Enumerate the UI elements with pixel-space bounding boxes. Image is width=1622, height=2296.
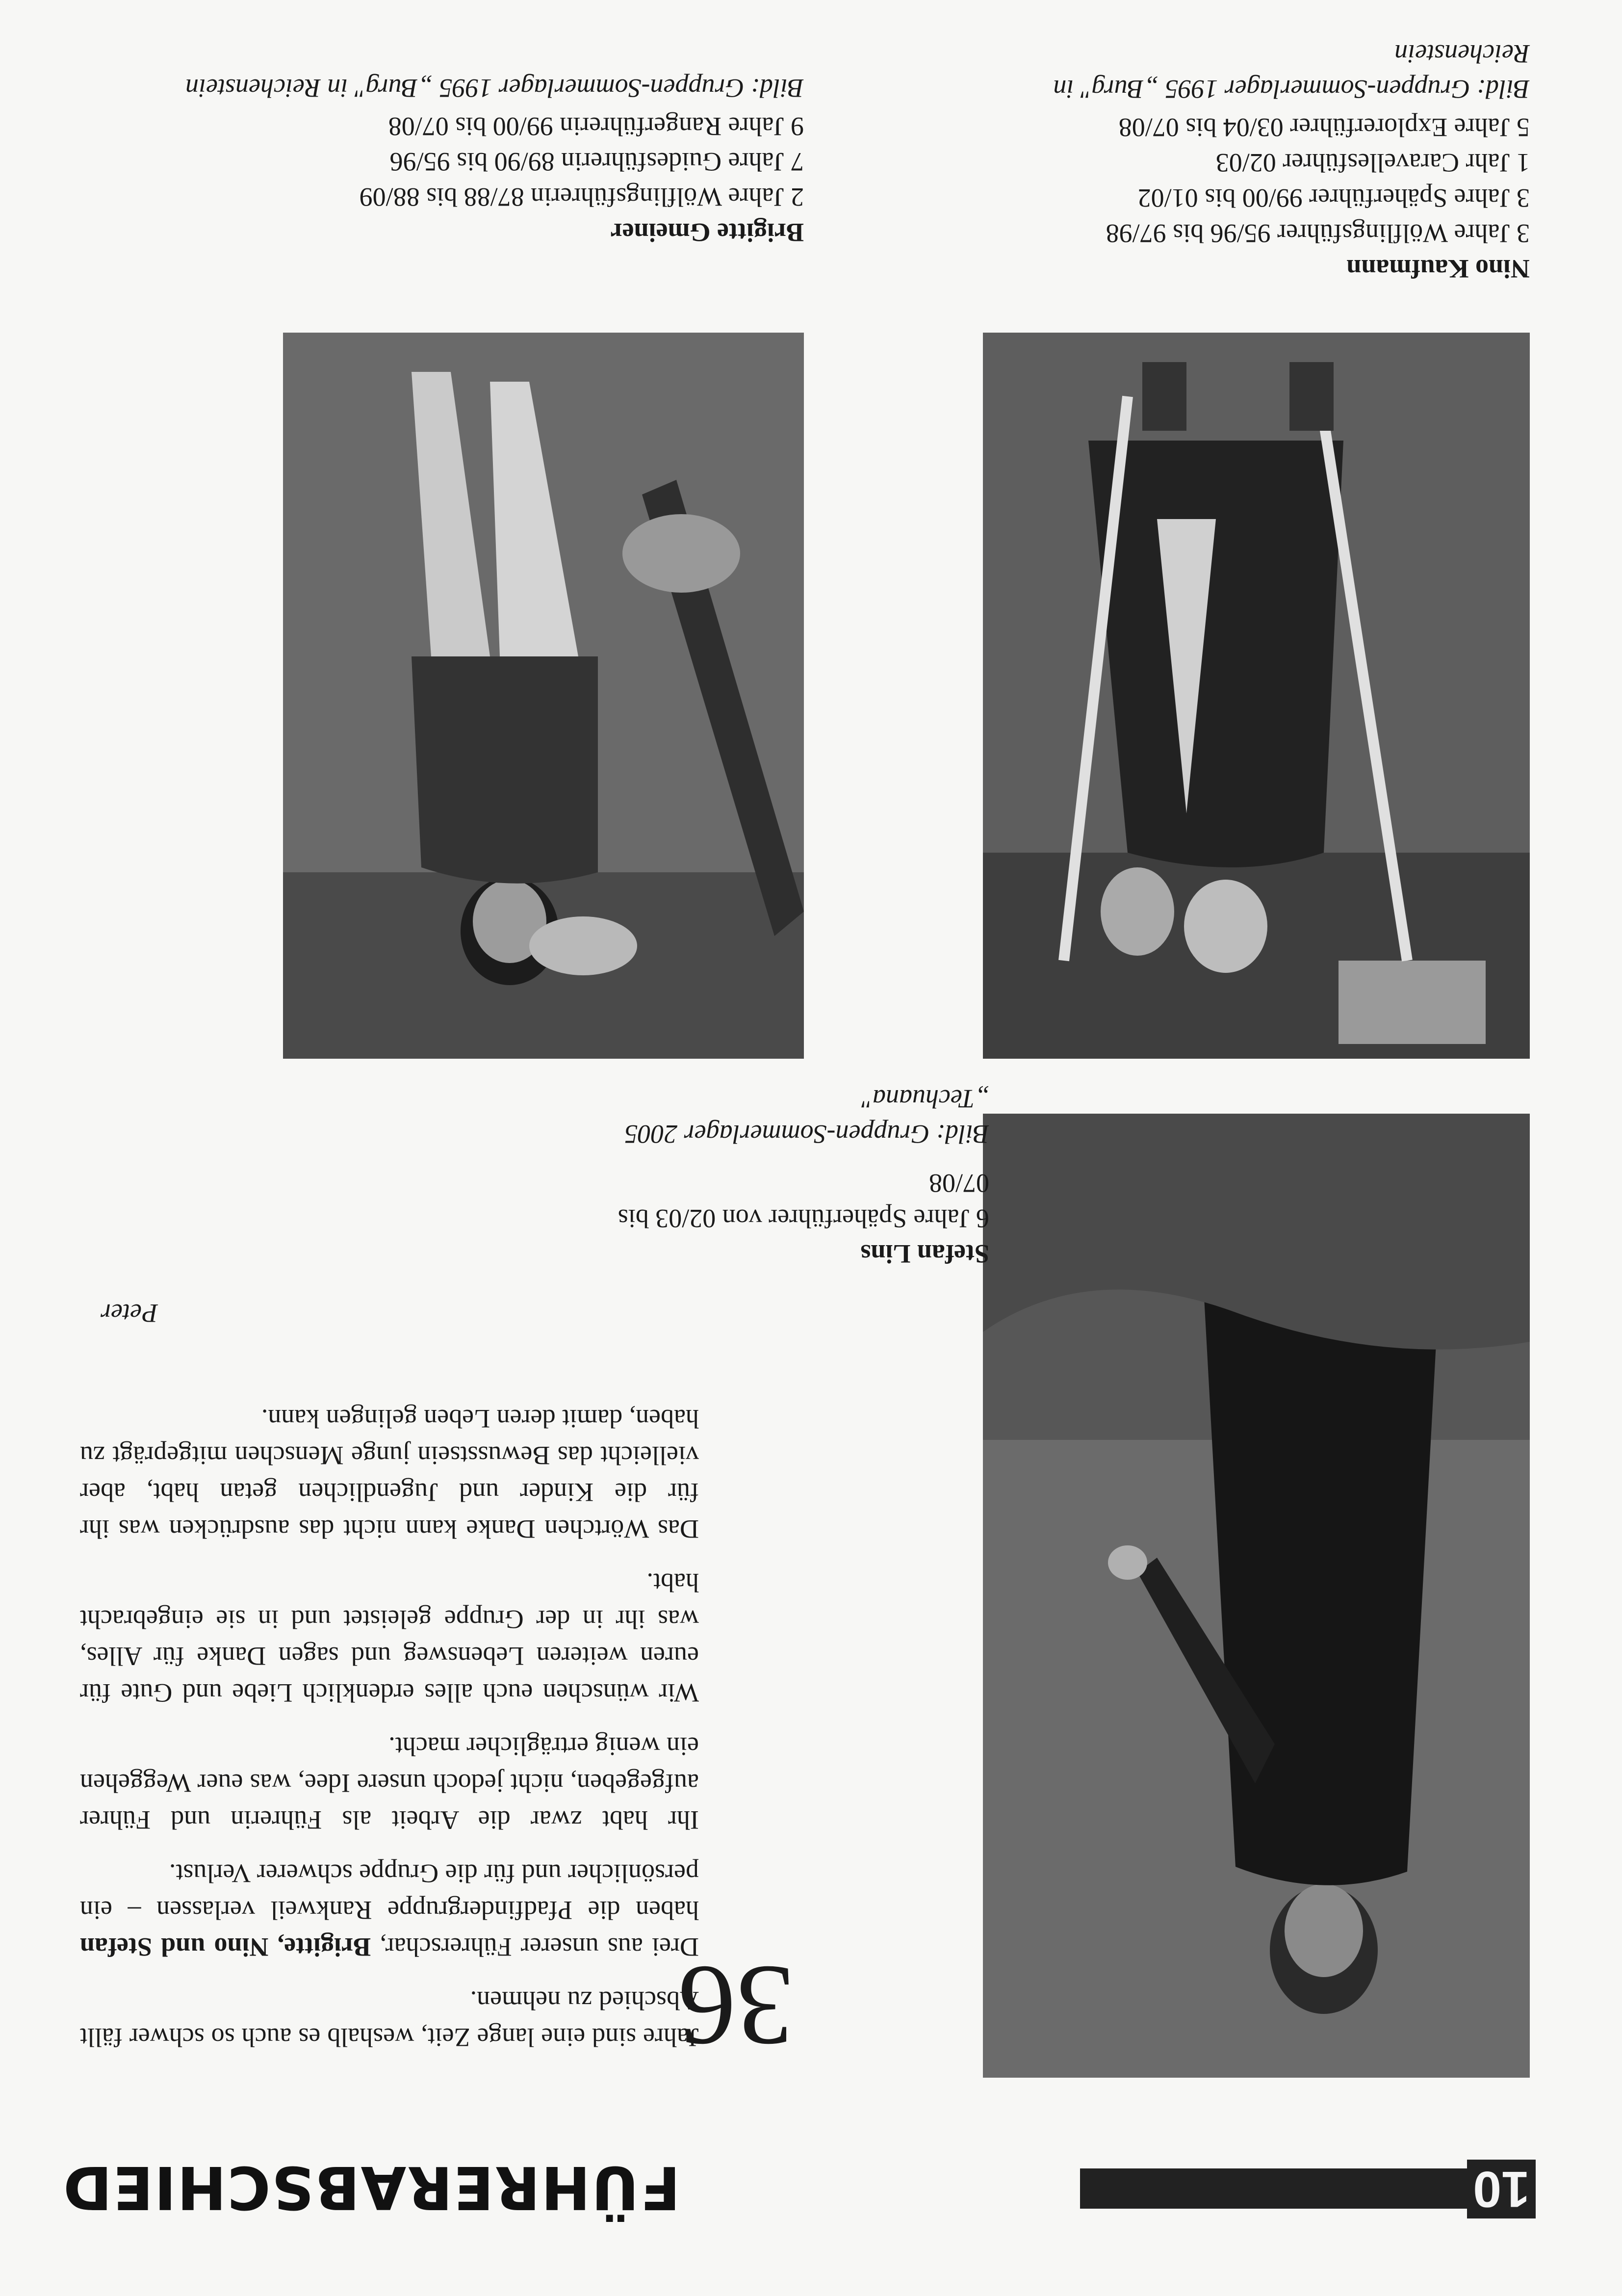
photo-brigitte [283, 333, 804, 1059]
page-number: 10 [1467, 2160, 1536, 2218]
p1-names: Brigitte, Nino und Stefan [80, 1932, 371, 1962]
article-paragraph-3: Wir wünschen euch alles erdenklich Liebe und Gute für euren weiteren Lebensweg und sagen Danke für Alles, was ihr in der Gruppe geleistet und in sie eingebracht habt. [80, 1568, 699, 1708]
caption-stefan-name: Stefan Lins [860, 1239, 989, 1269]
caption-stefan-credit: Bild: Gruppen-Sommerlager 2005 „Techuana" [624, 1084, 989, 1149]
article-lead: Jahre sind eine lange Zeit, weshalb es auch so schwer fällt Abschied zu nehmen. [80, 1986, 699, 2052]
article-paragraph-1 [80, 1855, 699, 1965]
caption-brigitte-name: Brigitte Gmeiner [610, 218, 804, 247]
photo-stefan [983, 1114, 1530, 2078]
caption-nino [990, 36, 1530, 287]
p1-post: haben die Pfadfindergruppe Rankweil verlassen – ein persönlicher und für die Gruppe schwerer Verlust. [80, 1859, 699, 1925]
section-title: FÜHRERABSCHIED [62, 2153, 680, 2221]
caption-brigitte-line: 9 Jahre Rangerführerin 99/00 bis 07/08 [388, 112, 804, 141]
caption-brigitte-line: 2 Jahre Wölflingsführerin 87/88 bis 88/09 [359, 183, 804, 212]
photo-nino [983, 333, 1530, 1059]
caption-stefan-line: 6 Jahre Späherführer von 02/03 bis 07/08 [618, 1169, 989, 1233]
page-header-bar [1080, 2168, 1534, 2209]
caption-nino-line: 3 Jahre Wölflingsführer 95/96 bis 97/98 [1106, 219, 1530, 248]
caption-nino-line: 5 Jahre Explorerführer 03/04 bis 07/08 [1118, 113, 1530, 142]
article-body [80, 1383, 699, 2056]
caption-brigitte-credit: Bild: Gruppen-Sommerlager 1995 „Burg" in Reichenstein [185, 74, 804, 103]
article-big-number: 36 [678, 1942, 794, 2070]
caption-brigitte [166, 71, 804, 250]
article-paragraph-4: Das Wörtchen Danke kann nicht das ausdrücken was ihr für die Kinder und Jugendlichen getan habt, aber vielleicht das Bewusstsein junge Menschen mitgeprägt zu haben, damit deren Leben gelingen kann. [80, 1404, 699, 1544]
caption-nino-line: 3 Jahre Späherführer 99/00 bis 01/02 [1137, 183, 1530, 213]
article-paragraph-2: Ihr habt zwar die Arbeit als Führerin und Führer aufgegeben, nicht jedoch unsere Idee, was euer Weggehen ein wenig erträglicher macht. [80, 1732, 699, 1835]
p1-pre: Drei aus unserer Führerschar, [371, 1932, 699, 1962]
caption-nino-credit: Bild: Gruppen-Sommerlager 1995 „Burg" in Reichenstein [1053, 39, 1530, 104]
caption-stefan [597, 1081, 989, 1272]
caption-nino-line: 1 Jahr Caravellesführer 02/03 [1215, 148, 1530, 178]
caption-brigitte-line: 7 Jahre Guidesführerin 89/90 bis 95/96 [389, 147, 804, 177]
article-signature: Peter [101, 1299, 158, 1328]
caption-nino-name: Nino Kaufmann [1346, 254, 1530, 284]
